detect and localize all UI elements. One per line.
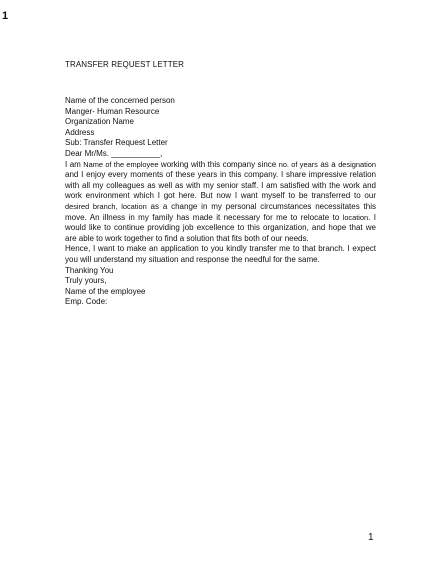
paragraph-text: as a (317, 159, 339, 169)
paragraph-text: as a change in my personal circumstances necessitates this move. An illness in my family has made it necessary for me to relocate to (65, 201, 376, 222)
closing-valediction: Truly yours, (65, 276, 107, 286)
address-line: Address (65, 127, 95, 137)
closing-thanks: Thanking You (65, 265, 114, 275)
body-paragraph-2: Hence, I want to make an application to you kindly transfer me to that branch. I expect you will understand my situation and response the needful for the same. (65, 244, 376, 264)
location-placeholder: location (342, 212, 369, 222)
body-paragraph-1 (65, 160, 376, 245)
letter-body (65, 96, 376, 308)
paragraph-text: I am (65, 159, 84, 169)
designation-placeholder: designation (338, 159, 376, 169)
subject-line: Sub: Transfer Request Letter (65, 138, 168, 148)
recipient-name-line: Name of the concerned person (65, 96, 175, 105)
years-placeholder: no. of years (278, 159, 318, 169)
letter-title: TRANSFER REQUEST LETTER (65, 60, 185, 69)
employee-code: Emp. Code: (65, 297, 108, 307)
paragraph-text: and I enjoy every moments of these years in this company. I share impressive relation with all my colleagues as well as with my senior staff. I am satisfied with the work and work environment which I got here. But now I want myself to be transferred to our (65, 170, 376, 201)
paragraph-text: . I would like to continue providing job excellence to this organization, and hope that we are able to work together to find a solution that fits both of our needs. (65, 212, 376, 243)
recipient-title-line: Manger- Human Resource (65, 106, 160, 116)
page-corner-number: 1 (2, 10, 9, 22)
paragraph-text: working with this company since (158, 159, 279, 169)
branch-placeholder: desired branch, location (65, 201, 147, 211)
employee-name-placeholder: Name of the employee (83, 159, 159, 169)
salutation-line: Dear Mr/Ms. ___________, (65, 148, 163, 158)
organization-name-line: Organization Name (65, 117, 134, 127)
page-footer-number: 1 (368, 532, 374, 543)
signature-name: Name of the employee (65, 286, 146, 296)
